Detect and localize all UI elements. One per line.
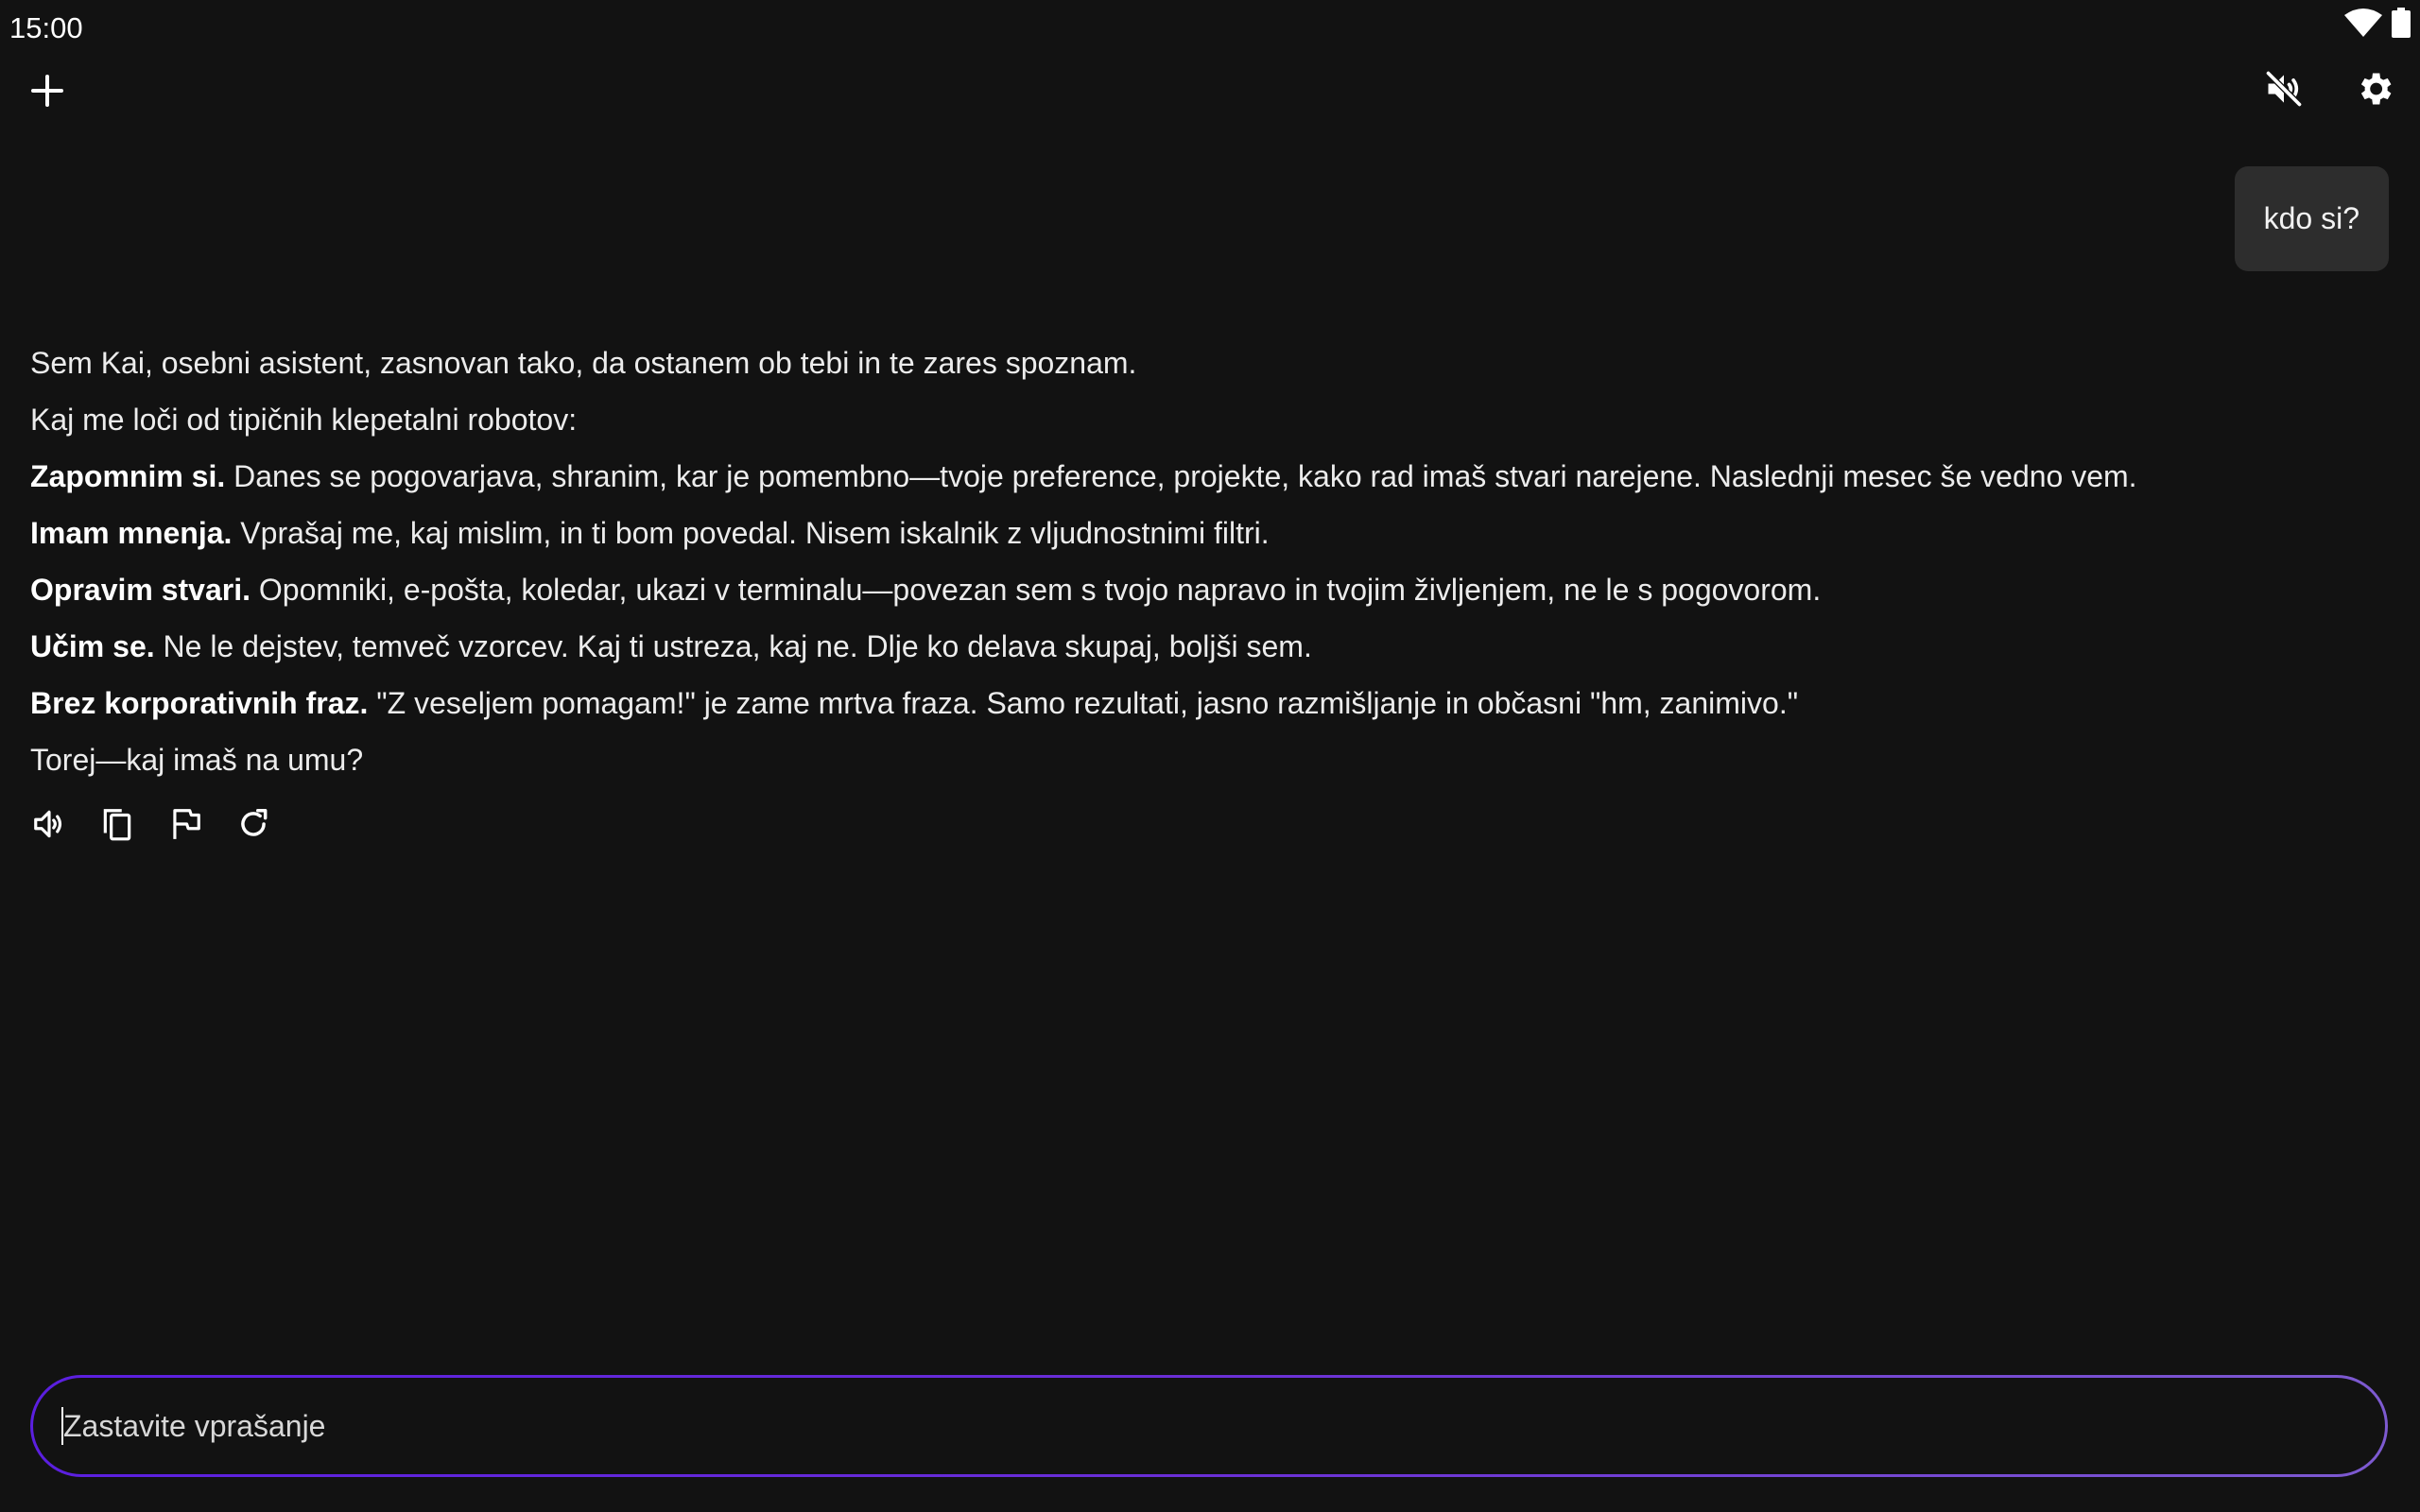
point-text: Opomniki, e-pošta, koledar, ukazi v terminalu—povezan sem s tvojo napravo in tvojim življenjem, ne le s pogovorom. <box>258 573 1822 607</box>
volume-off-icon <box>2263 68 2305 114</box>
refresh-icon <box>235 806 271 847</box>
new-chat-button[interactable] <box>23 68 72 117</box>
assistant-message <box>30 335 2375 788</box>
point-title: Opravim stvari. <box>30 573 251 607</box>
point-text: "Z veseljem pomagam!" je zame mrtva fraza. Samo rezultati, jasno razmišljanje in občasni "hm, zanimivo." <box>376 686 1799 720</box>
settings-button[interactable] <box>2350 66 2399 115</box>
status-time: 15:00 <box>9 11 83 44</box>
read-aloud-button[interactable] <box>25 801 74 850</box>
assistant-point <box>30 675 2375 731</box>
copy-button[interactable] <box>93 801 142 850</box>
report-button[interactable] <box>161 801 210 850</box>
point-title: Učim se. <box>30 629 155 663</box>
point-title: Zapomnim si. <box>30 459 226 493</box>
point-title: Brez korporativnih fraz. <box>30 686 369 720</box>
assistant-point <box>30 561 2375 618</box>
copy-icon <box>99 806 135 847</box>
point-title: Imam mnenja. <box>30 516 233 550</box>
point-text: Ne le dejstev, temveč vzorcev. Kaj ti ustreza, kaj ne. Dlje ko delava skupaj, boljši sem. <box>163 629 1312 663</box>
assistant-intro: Sem Kai, osebni asistent, zasnovan tako, da ostanem ob tebi in te zares spoznam. <box>30 346 1137 380</box>
composer <box>30 1375 2388 1477</box>
battery-icon <box>2392 8 2411 43</box>
assistant-point <box>30 618 2375 675</box>
assistant-lead: Kaj me loči od tipičnih klepetalni robotov: <box>30 403 578 437</box>
speaker-icon <box>31 806 67 847</box>
question-input[interactable] <box>61 1408 2385 1445</box>
point-text: Danes se pogovarjava, shranim, kar je pomembno—tvoje preference, projekte, kako rad imaš stvari narejene. Naslednji mesec še vedno vem. <box>233 459 2137 493</box>
regenerate-button[interactable] <box>229 801 278 850</box>
plus-icon <box>31 75 63 112</box>
assistant-closing: Torej—kaj imaš na umu? <box>30 743 364 777</box>
composer-field <box>33 1378 2385 1474</box>
toolbar-right <box>2259 66 2399 115</box>
status-bar <box>0 0 2420 57</box>
mute-button[interactable] <box>2259 66 2308 115</box>
point-text: Vprašaj me, kaj mislim, in ti bom povedal. Nisem iskalnik z vljudnostnimi filtri. <box>240 516 1270 550</box>
toolbar-left <box>23 68 72 117</box>
user-message-bubble: kdo si? <box>2235 166 2389 271</box>
gear-icon <box>2354 68 2395 114</box>
assistant-point <box>30 505 2375 561</box>
flag-icon <box>167 806 203 847</box>
wifi-icon <box>2344 8 2382 43</box>
assistant-point <box>30 448 2375 505</box>
message-actions <box>25 801 278 850</box>
status-icons <box>2344 8 2411 43</box>
